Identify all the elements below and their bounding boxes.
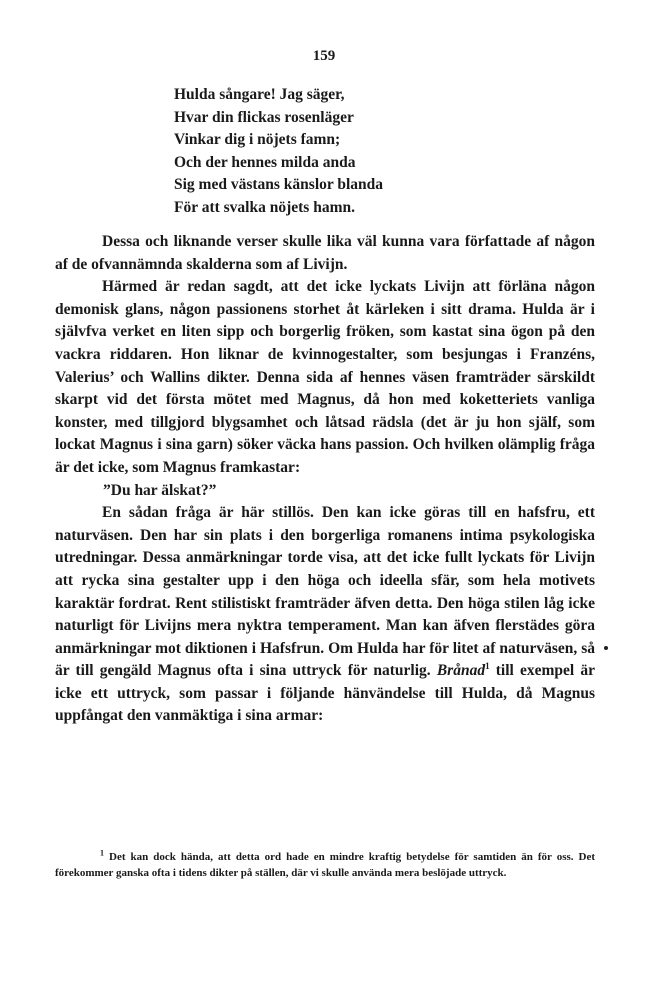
- poem-line: Vinkar dig i nöjets famn;: [174, 131, 341, 149]
- poem-line: För att svalka nöjets hamn.: [174, 198, 355, 216]
- poem-line: Sig med västans känslor blanda: [174, 176, 384, 194]
- poem-stanza: [174, 84, 383, 220]
- footnote-marker: 1: [100, 848, 104, 858]
- poem-line: Hulda sångare! Jag säger,: [174, 86, 345, 103]
- body-text: [55, 231, 595, 728]
- paragraph-1: Dessa och liknande verser skulle lika väl kunna vara författade af någon af de ofvannämnda skalderna som af Livijn.: [55, 233, 595, 273]
- paragraph-4-text-cont: till exempel är icke ett uttryck, som passar i följande hänvändelse till Hulda, då Magnus uppfångat den vanmäktiga i sina armar:: [55, 662, 596, 725]
- footnote: [55, 850, 595, 881]
- paragraph-4-text: En sådan fråga är här stillös. Den kan icke göras till en hafsfru, ett naturväsen. Den har sin plats i den borgerliga romanens intima psykologiska utredningar. Dessa anmärkningar torde visa, att det icke fullt lyckats för Livijn att rycka sina gestalter upp i den höga och ideella sfär, som hela motivets karaktär fordrat. Rent stilistiskt framträder äfven detta. Den höga stilen låg icke naturligt för Livijns mera nyktra temperament. Man kan äfven flerstädes göra anmärkningar mot diktionen i Hafsfrun. Om Hulda har för litet af naturväsen, så är till gengäld Magnus ofta i sina uttryck för naturlig.: [55, 504, 595, 680]
- quoted-question: ”Du har älskat?”: [103, 481, 217, 499]
- poem-line: Och der hennes milda anda: [174, 153, 356, 171]
- margin-speck: [604, 646, 608, 650]
- footnote-text: Det kan dock hända, att detta ord hade en mindre kraftig betydelse för samtiden än för oss. Det förekommer ganska ofta i tidens dikter på ställen, där vi skulle använda mera beslöjade uttryck.: [55, 851, 595, 879]
- paragraph-2: Härmed är redan sagdt, att det icke lyckats Livijn att förläna någon demonisk glans, någon passionens storhet åt kärleken i sitt drama. Hulda är i självfva verket en liten sipp och borgerlig fröken, som kastat sina ögon på den vackra riddaren. Hon liknar de kvinnogestalter, som besjungas i Franzéns, Valerius’ och Wallins dikter. Denna sida af hennes väsen framträder särskildt skarpt vid det första mötet med Magnus, då hon med koketteriets vanliga konster, med tillgjord blygsamhet och låtsad rädsla (det är ju hon själf, som lockat Magnus i sina garn) söker väcka hans passion. Och hvilken olämplig fråga är det icke, som Magnus framkastar:: [55, 278, 595, 476]
- footnote-ref: 1: [485, 661, 490, 672]
- page-number: 159: [312, 48, 336, 64]
- poem-line: Hvar din flickas rosenläger: [174, 108, 354, 126]
- italic-term: Brånad: [436, 662, 486, 680]
- paragraph-4: [55, 502, 595, 728]
